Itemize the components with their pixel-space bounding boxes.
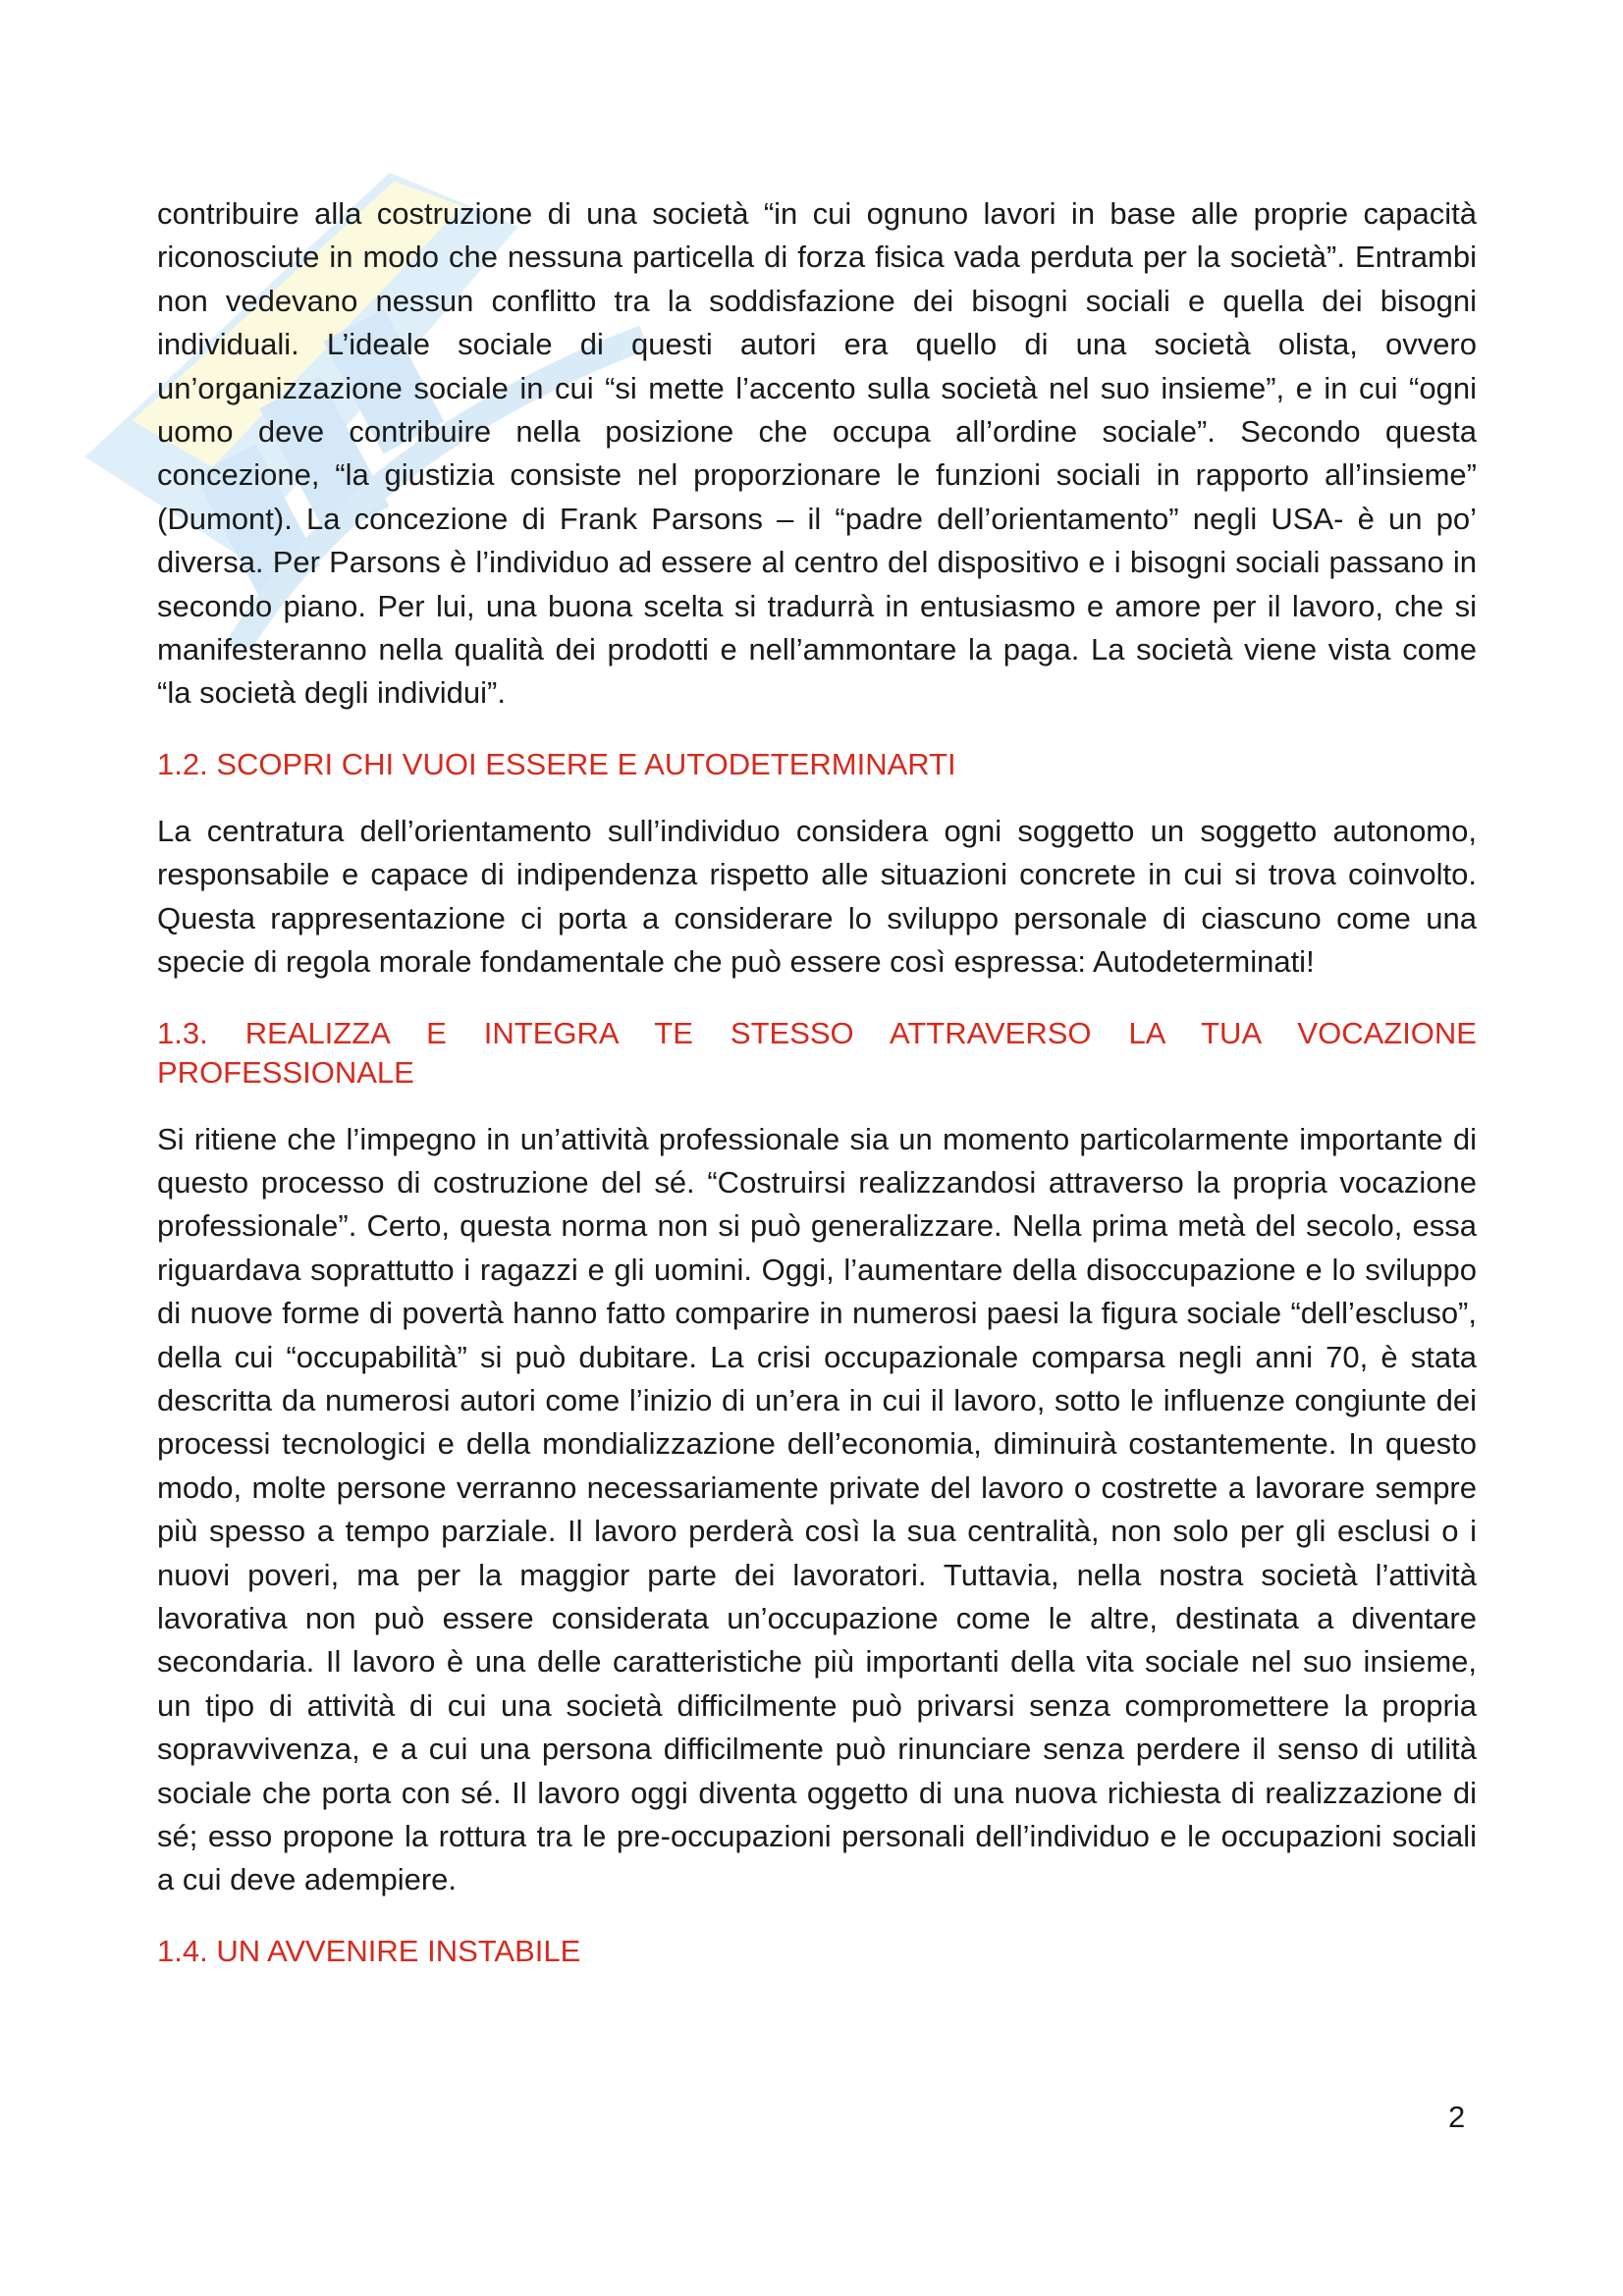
- paragraph-intro: contribuire alla costruzione di una società “in cui ognuno lavori in base alle proprie capacità riconosciute in modo che nessuna particella di forza fisica vada perduta per la società”. Entrambi non vedevano nessun conflitto tra la soddisfazione dei bisogni sociali e quella dei bisogni individuali. L’ideale sociale di questi autori era quello di una società olista, ovvero un’organizzazione sociale in cui “si mette l’accento sulla società nel suo insieme”, e in cui “ogni uomo deve contribuire nella posizione che occupa all’ordine sociale”. Secondo questa concezione, “la giustizia consiste nel proporzionare le funzioni sociali in rapporto all’insieme” (Dumont). La concezione di Frank Parsons – il “padre dell’orientamento” negli USA- è un po’ diversa. Per Parsons è l’individuo ad essere al centro del dispositivo e i bisogni sociali passano in secondo piano. Per lui, una buona scelta si tradurrà in entusiasmo e amore per il lavoro, che si manifesteranno nella qualità dei prodotti e nell’ammontare la paga. La società viene vista come “la società degli individui”.: [157, 196, 1477, 711]
- heading-1-2: 1.2. SCOPRI CHI VUOI ESSERE E AUTODETERMINARTI: [157, 746, 956, 781]
- paragraph-vocazione: Si ritiene che l’impegno in un’attività professionale sia un momento particolarmente importante di questo processo di costruzione del sé. “Costruirsi realizzandosi attraverso la propria vocazione professionale”. Certo, questa norma non si può generalizzare. Nella prima metà del secolo, essa riguardava soprattutto i ragazzi e gli uomini. Oggi, l’aumentare della disoccupazione e lo sviluppo di nuove forme di povertà hanno fatto comparire in numerosi paesi la figura sociale “dell’escluso”, della cui “occupabilità” si può dubitare. La crisi occupazionale comparsa negli anni 70, è stata descritta da numerosi autori come l’inizio di un’era in cui il lavoro, sotto le influenze congiunte dei processi tecnologici e della mondializzazione dell’economia, diminuirà costantemente. In questo modo, molte persone verranno necessariamente private del lavoro o costrette a lavorare sempre più spesso a tempo parziale. Il lavoro perderà così la sua centralità, non solo per gli esclusi o i nuovi poveri, ma per la maggior parte dei lavoratori. Tuttavia, nella nostra società l’attività lavorativa non può essere considerata un’occupazione come le altre, destinata a diventare secondaria. Il lavoro è una delle caratteristiche più importanti della vita sociale nel suo insieme, un tipo di attività di cui una società difficilmente può privarsi senza compromettere la propria sopravvivenza, e a cui una persona difficilmente può rinunciare senza perdere il senso di utilità sociale che porta con sé. Il lavoro oggi diventa oggetto di una nuova richiesta di realizzazione di sé; esso propone la rottura tra le pre-occupazioni personali dell’individuo e le occupazioni sociali a cui deve adempiere.: [157, 1121, 1477, 1897]
- heading-1-4: 1.4. UN AVVENIRE INSTABILE: [157, 1933, 581, 1968]
- heading-1-3: 1.3. REALIZZA E INTEGRA TE STESSO ATTRAVERSO LA TUA VOCAZIONE PROFESSIONALE: [157, 1015, 1477, 1090]
- paragraph-autodeterminati: La centratura dell’orientamento sull’individuo considera ogni soggetto un soggetto autonomo, responsabile e capace di indipendenza rispetto alle situazioni concrete in cui si trova coinvolto. Questa rappresentazione ci porta a considerare lo sviluppo personale di ciascuno come una specie di regola morale fondamentale che può essere così espressa: Autodeterminati!: [157, 813, 1477, 980]
- document-page: [157, 192, 1477, 1971]
- page-number: 2: [1448, 2100, 1466, 2134]
